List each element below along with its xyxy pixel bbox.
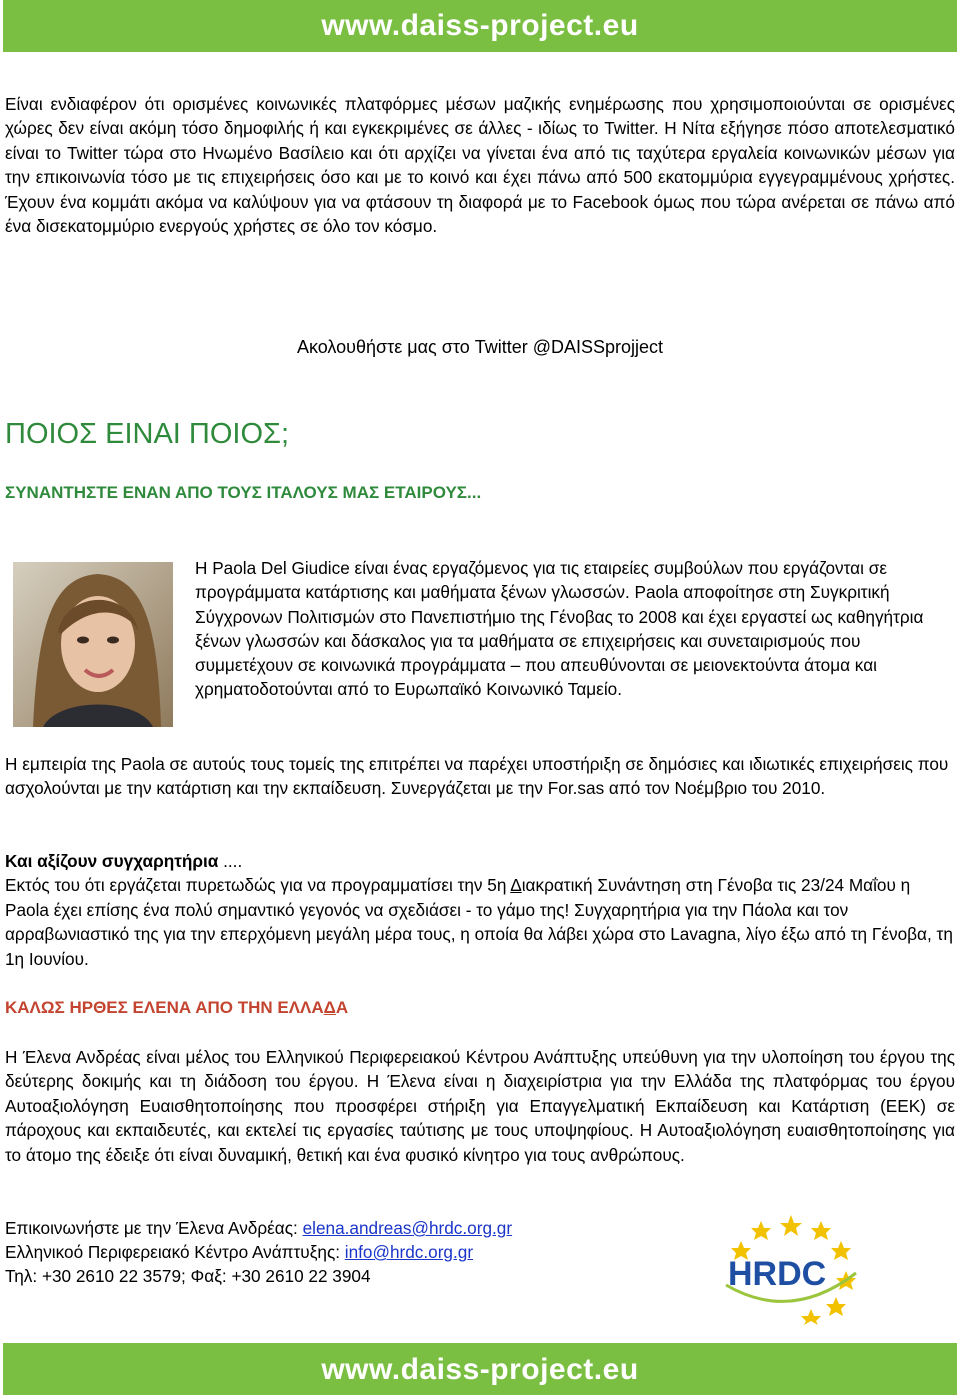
hrdc-logo <box>716 1213 866 1325</box>
who-is-who-heading: ΠΟΙΟΣ ΕΙΝΑΙ ΠΟΙΟΣ; <box>5 418 289 450</box>
congrats-underlined: Δ <box>510 875 522 896</box>
congrats-section <box>5 849 955 971</box>
elena-email-link[interactable]: elena.andreas@hrdc.org.gr <box>302 1218 513 1238</box>
hrdc-logo-graphic <box>716 1213 866 1325</box>
congrats-title: Και αξίζουν συγχαρητήρια <box>5 851 219 871</box>
elena-heading-part-2: Α <box>335 998 349 1017</box>
site-url[interactable]: www.daiss-project.eu <box>321 9 639 42</box>
congrats-text-2: ιακρατική Συνάντηση στη Γένοβα τις 23/24 Μαΐου η Paola έχει επίσης ένα πολύ σημαντικό γεγονός να σχεδιάσει - το γάμο της! Συγχαρητήρια για την Πάολα και τον αρραβωνιαστικό της για την επερχόμενη μεγάλη μέρα τους, η οποία θα λάβει χώρα στο Lavagna, λίγο έξω από τη Γένοβα, τη 1η Ιουνίου. <box>5 875 953 969</box>
intro-paragraph: Είναι ενδιαφέρον ότι ορισμένες κοινωνικές πλατφόρμες μέσων μαζικής ενημέρωσης που χρησιμοποιούνται σε ορισμένες χώρες δεν είναι ακόμη τόσο δημοφιλής ή και εγκεκριμένες σε άλλες - ιδίως το Twitter. Η Νίτα εξήγησε πόσο αποτελεσματικό είναι το Twitter τώρα στο Ηνωμένο Βασίλειο και ότι αρχίζει να γίνεται ένα από τις ταχύτερα εργαλεία κοινωνικών μέσων για την επικοινωνία τόσο με τις επιχειρήσεις όσο και με το κοινό και έχει πάνω από 500 εκατομμύρια εγγεγραμμένους χρήστες. Έχουν ένα κομμάτι ακόμα να καλύψουν για να φτάσουν τη διαφορά με το Facebook όμως που τώρα ανέρεται σε πάνω από ένα δισεκατομμύριο ενεργούς χρήστες σε όλο τον κόσμο. <box>5 94 955 237</box>
contact-block <box>5 1216 512 1288</box>
info-email-link[interactable]: info@hrdc.org.gr <box>344 1242 474 1262</box>
contact-elena <box>5 1216 512 1240</box>
contact-center <box>5 1240 512 1264</box>
congrats-dots: .... <box>218 851 243 871</box>
twitter-line: Ακολουθήστε μας στο Twitter @DAISSprojject <box>296 337 664 357</box>
meet-partner-heading: ΣΥΝΑΝΤΗΣΤΕ ΕΝΑΝ ΑΠΟ ΤΟΥΣ ΙΤΑΛΟΥΣ ΜΑΣ ΕΤΑΙΡΟΥΣ... <box>5 483 482 502</box>
paola-bio: Η Paola Del Giudice είναι ένας εργαζόμενος για τις εταιρείες συμβούλων που εργάζονται σε προγράμματα κατάρτισης και μαθήματα ξένων γλωσσών. Paola αποφοίτησε στη Συγκριτική Σύγχρονων Πολιτισμών στο Πανεπιστήμιο της Γένοβας το 2008 και έχει εργαστεί ως καθηγήτρια ξένων γλωσσών και δάσκαλος για τα μαθήματα σε επιχειρήσεις και συνεταιρισμούς που συμμετέχουν σε κοινωνικά προγράμματα – που απευθύνονται σε μειονεκτούντα άτομα και χρηματοδοτούνται από το Ευρωπαϊκό Κοινωνικό Ταμείο. <box>195 558 924 700</box>
congrats-text-1: Εκτός του ότι εργάζεται πυρετωδώς για να προγραμματίσει την 5η <box>5 875 511 896</box>
contact-center-label: Ελληνικοό Περιφερειακό Κέντρο Ανάπτυξης: <box>5 1242 345 1262</box>
elena-heading-part-1: ΚΑΛΩΣ ΗΡΘΕΣ ΕΛΕΝΑ ΑΠΟ ΤΗΝ ΕΛΛΑ <box>5 998 324 1017</box>
contact-elena-label: Επικοινωνήστε με την Έλενα Ανδρέας: <box>5 1218 303 1238</box>
paola-photo <box>13 562 173 727</box>
elena-paragraph: Η Έλενα Ανδρέας είναι μέλος του Ελληνικού Περιφερειακού Κέντρου Ανάπτυξης υπεύθυνη για την υλοποίηση του έργου της δεύτερης δοκιμής και τη διάδοση του έργου. Η Έλενα είναι η διαχειρίστρια για την Ελλάδα της πλατφόρμας του έργου Αυτοαξιολόγηση Ευαισθητοποίησης που προσφέρει στήριξη για Επαγγελματική Εκπαίδευση και Κατάρτιση (ΕΕΚ) σε πάροχους και εκπαιδευτές, και εκτελεί τις εργασίες ταύτισης με τους υποψηφίους. Η Αυτοαξιολόγηση ευαισθητοποίησης για το άτομο της έδειξε ότι είναι δυναμική, θετική και ένα φυσικό κίνητρο για τους ανθρώπους. <box>5 1047 955 1165</box>
header-banner <box>3 0 957 52</box>
footer-site-url[interactable]: www.daiss-project.eu <box>321 1353 639 1386</box>
footer-banner <box>3 1343 957 1395</box>
elena-heading-underlined: Δ <box>323 998 336 1017</box>
elena-heading <box>5 998 348 1018</box>
hrdc-logo-text: HRDC <box>728 1255 827 1293</box>
paola-experience: Η εμπειρία της Paola σε αυτούς τους τομείς της επιτρέπει να παρέχει υποστήριξη σε δημόσιες και ιδιωτικές επιχειρήσεις που ασχολούνται με την κατάρτιση και την εκπαίδευση. Συνεργάζεται με την For.sas από τον Νοέμβριο του 2010. <box>5 754 949 799</box>
contact-phone: Τηλ: +30 2610 22 3579; Φαξ: +30 2610 22 3904 <box>5 1266 371 1286</box>
